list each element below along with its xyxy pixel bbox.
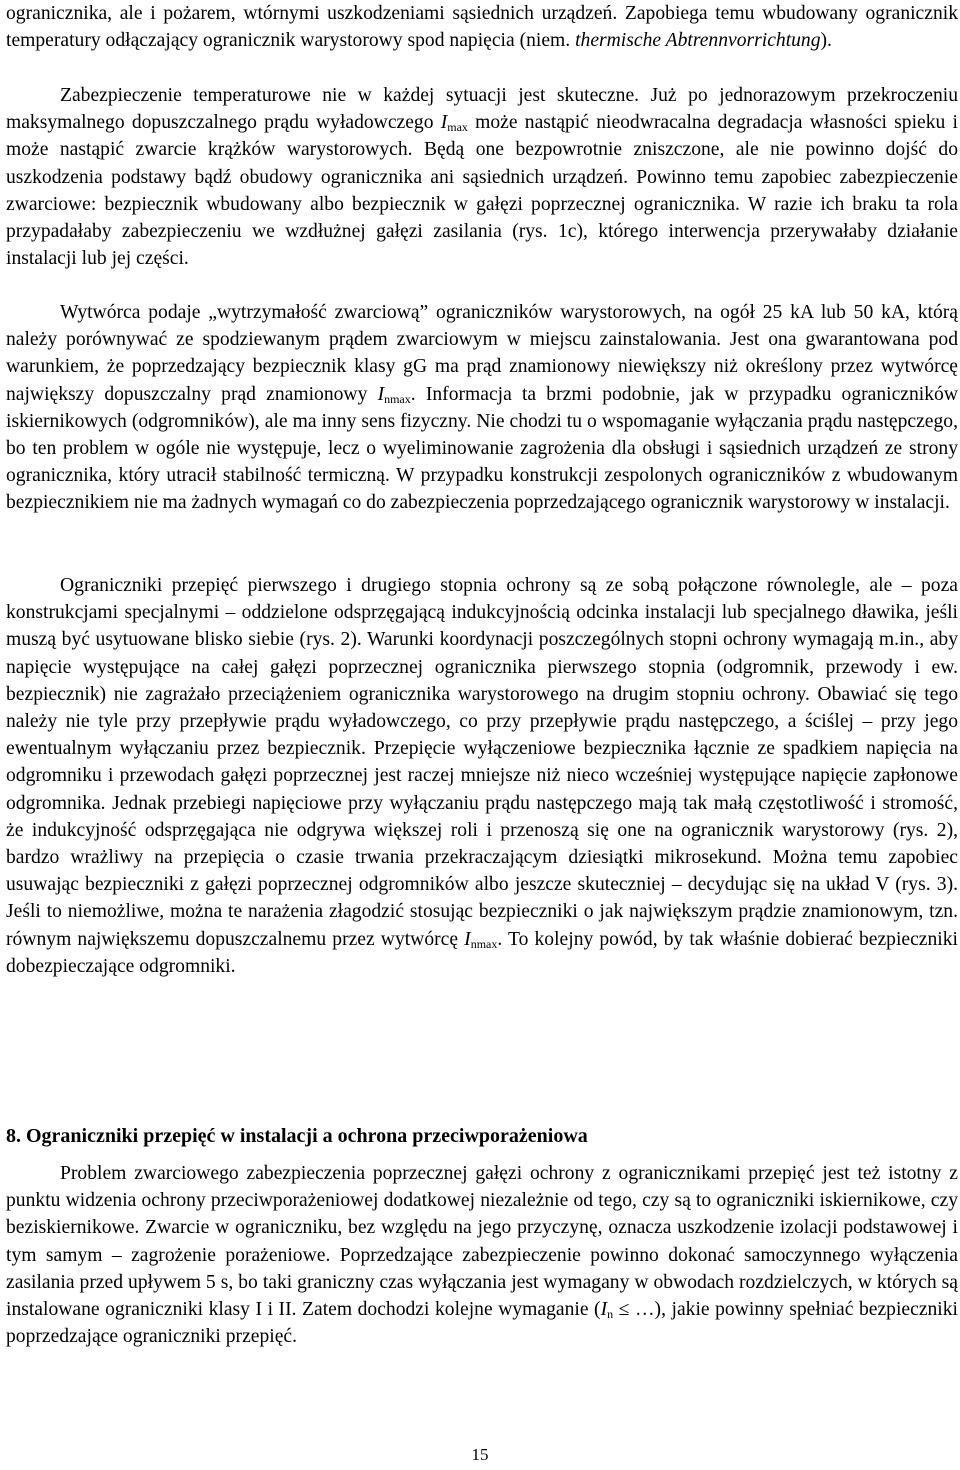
paragraph-2: Zabezpieczenie temperaturowe nie w każdej sytuacji jest skuteczne. Już po jednorazowym przekroczeniu maksymalnego dopuszczalnego prądu wyładowczego $I_{max}$ może nastąpić nieodwracalna degradacja własności spieku i może nastąpić zwarcie krążków warystorowych. Będą one bezpowrotnie zniszczone, ale nie powinno dojść do uszkodzenia podstawy bądź obudowy ogranicznika ani sąsiednich urządzeń. Powinno temu zapobiec zabezpieczenie zwarciowe: bezpiecznik wbudowany albo bezpiecznik w gałęzi poprzecznej ogranicznika. W razie ich braku ta rola przypadałaby zabezpieczeniu we wzdłużnej gałęzi zasilania (rys. 1c), którego interwencja przerywałaby działanie instalacji lub jej części. (6, 85, 958, 270)
german-term: thermische Abtrennvorrichtung (575, 30, 821, 52)
paragraph-3: Wytwórca podaje „wytrzymałość zwarciową” ograniczników warystorowych, na ogół 25 kA lub 50 kA, którą należy porównywać ze spodziewanym prądem zwarciowym w miejscu zainstalowania. Jest ona gwarantowana pod warunkiem, że poprzedzający bezpiecznik klasy gG ma prąd znamionowy niewiększy niż określony przez wytwórcę największy dopuszczalny prąd znamionowy $I_{nmax}$. Informacja ta brzmi podobnie, jak w przypadku ograniczników iskiernikowych (odgromników), ale ma inny sens fizyczny. Nie chodzi tu o wspomaganie wyłączania prądu następczego, bo ten problem w ogóle nie występuje, lecz o wyeliminowanie zagrożenia dla obsługi i sąsiednich urządzeń ze strony ogranicznika, który utracił stabilność termiczną. W przypadku konstrukcji zespolonych ograniczników z wbudowanym bezpiecznikiem nie ma żadnych wymagań co do zabezpieczenia poprzedzającego ogranicznik warystorowy w instalacji. (6, 302, 958, 514)
page-number: 15 (471, 1445, 489, 1464)
paragraph-5: Problem zwarciowego zabezpieczenia poprzecznej gałęzi ochrony z ogranicznikami przepięć jest też istotny z punktu widzenia ochrony przeciwporażeniowej dodatkowej niezależnie od tego, czy są to ograniczniki iskiernikowe, czy beziskiernikowe. Zwarcie w ograniczniku, bez względu na jego przyczynę, oznacza uszkodzenie izolacji podstawowej i tym samym – zagrożenie porażeniowe. Poprzedzające zabezpieczenie powinno dokonać samoczynnego wyłączenia zasilania przed upływem 5 s, bo taki graniczny czas wyłączania jest wymagany w obwodach rozdzielczych, w których są instalowane ograniczniki klasy I i II. Zatem dochodzi kolejne wymaganie ($I_n$ ≤ …), jakie powinny spełniać bezpieczniki poprzedzające ograniczniki przepięć. (6, 1163, 958, 1348)
paragraph-4: Ograniczniki przepięć pierwszego i drugiego stopnia ochrony są ze sobą połączone równolegle, ale – poza konstrukcjami specjalnymi – oddzielone odsprzęgającą indukcyjnością odcinka instalacji lub specjalnego dławika, jeśli muszą być usytuowane blisko siebie (rys. 2). Warunki koordynacji poszczególnych stopni ochrony wymagają m.in., aby napięcie występujące na całej gałęzi poprzecznej ogranicznika pierwszego stopnia (odgromnik, przewody i ew. bezpiecznik) nie zagrażało przeciążeniem ogranicznika warystorowego na drugim stopniu ochrony. Obawiać się tego należy nie tyle przy przepływie prądu wyładowczego, co przy przepływie prądu następczego, a ściślej – przy jego ewentualnym wyłączaniu przez bezpiecznik. Przepięcie wyłączeniowe bezpiecznika łącznie ze spadkiem napięcia na odgromniku i przewodach gałęzi poprzecznej jest raczej mniejsze niż nieco wcześniej występujące napięcie zapłonowe odgromnika. Jednak przebiegi napięciowe przy wyłączaniu prądu następczego mają tak małą częstotliwość i stromość, że indukcyjność odsprzęgająca nie odgrywa większej roli i przenoszą się one na ogranicznik warystorowy (rys. 2), bardzo wrażliwy na przepięcia o czasie trwania przekraczającym dziesiątki mikrosekund. Można temu zapobiec usuwając bezpieczniki z gałęzi poprzecznej odgromników albo jeszcze skuteczniej – decydując się na układ V (rys. 3). Jeśli to niemożliwe, można te narażenia złagodzić stosując bezpieczniki o jak największym prądzie znamionowym, tzn. równym największemu dopuszczalnemu przez wytwórcę $I_{nmax}$. To kolejny powód, by tak właśnie dobierać bezpieczniki dobezpieczające odgromniki. (6, 575, 958, 977)
paragraph-1: ogranicznika, ale i pożarem, wtórnymi uszkodzeniami sąsiednich urządzeń. Zapobiega temu wbudowany ogranicznik temperatury odłączający ogranicznik warystorowy spod napięcia (niem. thermische Abtrennvorrichtung). (6, 3, 958, 52)
section-heading: 8. Ograniczniki przepięć w instalacji a ochrona przeciwporażeniowa (6, 1125, 588, 1147)
